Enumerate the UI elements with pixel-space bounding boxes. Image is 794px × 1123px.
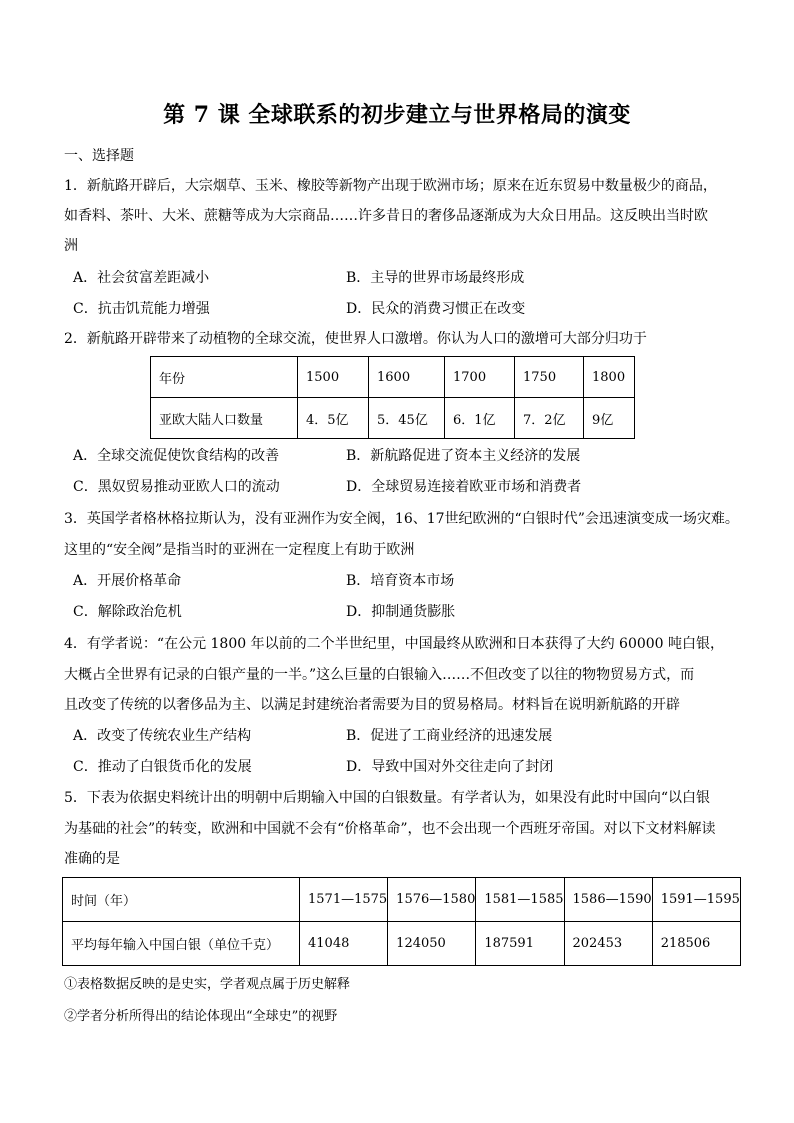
q2-option-d: D．全球贸易连接着欧亚市场和消费者 [346,479,582,495]
q4-option-b: B．促进了工商业经济的迅速发展 [346,728,553,744]
q4-option-c: C．推动了白银货币化的发展 [73,759,252,775]
q3-stem-line: 这里的“安全阀”是指当时的亚洲在一定程度上有助于欧洲 [64,542,415,558]
table-cell: 1571—1575 [300,878,388,922]
q4-option-d: D．导致中国对外交往走向了封闭 [346,759,554,775]
silver-import-table [62,877,741,966]
q5-stem-line: 准确的是 [64,851,120,867]
q5-statement-1: ①表格数据反映的是史实，学者观点属于历史解释 [64,977,351,992]
q5-statement-2: ②学者分析所得出的结论体现出“全球史”的视野 [64,1009,338,1024]
table-cell: 124050 [388,922,476,966]
q1-option-d: D．民众的消费习惯正在改变 [346,301,526,317]
table-row [63,922,741,966]
q1-option-a: A．社会贫富差距减小 [73,270,210,286]
q1-stem-line: 1．新航路开辟后，大宗烟草、玉米、橡胶等新物产出现于欧洲市场；原来在近东贸易中数量极少的商品， [64,178,717,194]
q5-stem-line: 5．下表为依据史料统计出的明朝中后期输入中国的白银数量。有学者认为，如果没有此时中国向“以白银 [64,790,711,806]
table-cell: 6．1亿 [445,398,515,439]
table-cell: 1600 [369,357,445,398]
q3-option-c: C．解除政治危机 [73,604,182,620]
table-cell: 1500 [298,357,369,398]
table-cell: 1586—1590 [564,878,652,922]
table-cell: 41048 [300,922,388,966]
table-cell: 亚欧大陆人口数量 [151,398,298,439]
q3-option-b: B．培育资本市场 [346,573,455,589]
q1-option-b: B．主导的世界市场最终形成 [346,270,525,286]
q2-option-b: B．新航路促进了资本主义经济的发展 [346,448,581,464]
table-cell: 年份 [151,357,298,398]
q3-stem-line: 3．英国学者格林格拉斯认为，没有亚洲作为安全阀，16、17世纪欧洲的“白银时代”会迅速演变成一场灾难。 [64,511,739,527]
table-cell: 1581—1585 [476,878,564,922]
q4-stem-line: 大概占全世界有记录的白银产量的一半。”这么巨量的白银输入……不但改变了以往的物物贸易方式，而 [64,667,695,683]
q2-option-a: A．全球交流促使饮食结构的改善 [73,448,280,464]
table-cell: 1750 [515,357,584,398]
table-header-row [63,878,741,922]
table-cell: 5．45亿 [369,398,445,439]
table-cell: 1700 [445,357,515,398]
q3-option-d: D．抑制通货膨胀 [346,604,456,620]
q1-stem-line: 洲 [64,238,78,254]
q2-stem-line: 2．新航路开辟带来了动植物的全球交流，使世界人口激增。你认为人口的激增可大部分归功于 [64,331,647,347]
table-cell: 1591—1595 [652,878,740,922]
q1-stem-line: 如香料、茶叶、大米、蔗糖等成为大宗商品……许多昔日的奢侈品逐渐成为大众日用品。这反映出当时欧 [64,208,708,224]
q4-option-a: A．改变了传统农业生产结构 [73,728,252,744]
q3-option-a: A．开展价格革命 [73,573,182,589]
table-cell: 202453 [564,922,652,966]
table-cell: 平均每年输入中国白银（单位千克） [63,922,300,966]
table-cell: 218506 [652,922,740,966]
table-cell: 7．2亿 [515,398,584,439]
q4-stem-line: 且改变了传统的以奢侈品为主、以满足封建统治者需要为目的贸易格局。材料旨在说明新航路的开辟 [64,697,680,713]
q4-stem-line: 4．有学者说：“在公元 1800 年以前的二个半世纪里，中国最终从欧洲和日本获得了大约 60000 吨白银， [64,636,725,652]
q1-option-c: C．抗击饥荒能力增强 [73,301,210,317]
page-title: 第 7 课 全球联系的初步建立与世界格局的演变 [163,102,631,128]
table-header-row [151,357,635,398]
section-heading: 一、选择题 [64,148,134,164]
population-table [150,356,635,439]
table-cell: 1576—1580 [388,878,476,922]
table-cell: 时间（年） [63,878,300,922]
q5-stem-line: 为基础的社会”的转变，欧洲和中国就不会有“价格革命”，也不会出现一个西班牙帝国。对以下文材料解读 [64,821,716,837]
table-cell: 1800 [584,357,635,398]
table-row [151,398,635,439]
table-cell: 4．5亿 [298,398,369,439]
table-cell: 9亿 [584,398,635,439]
q2-option-c: C．黑奴贸易推动亚欧人口的流动 [73,479,280,495]
table-cell: 187591 [476,922,564,966]
